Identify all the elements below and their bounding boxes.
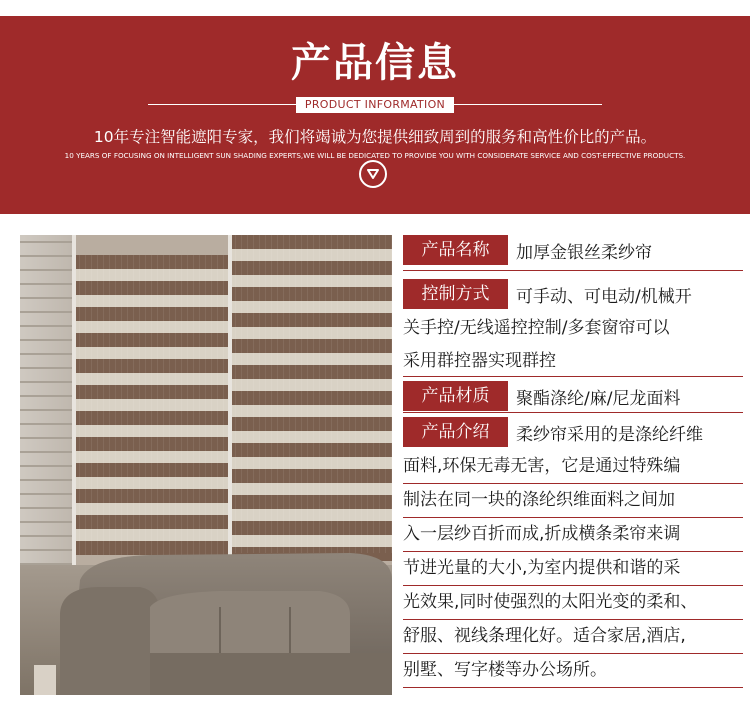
product-name-value: 加厚金银丝柔纱帘: [516, 242, 652, 263]
control-method-line-3: 采用群控器实现群控: [403, 351, 556, 371]
chevron-down-icon: [367, 169, 379, 179]
intro-line-7: 舒服、视线条理化好。适合家居,酒店,: [403, 626, 686, 646]
scroll-down-button[interactable]: [359, 160, 387, 188]
product-name-label: 产品名称: [403, 235, 508, 265]
material-row: [403, 381, 680, 411]
divider: [403, 551, 743, 552]
control-method-line-1: 可手动、可电动/机械开: [516, 286, 692, 307]
intro-line-2: 面料,环保无毒无害，它是通过特殊编: [403, 456, 681, 476]
product-photo: [20, 235, 392, 695]
divider: [403, 687, 743, 688]
divider-left: [148, 104, 296, 105]
intro-line-5: 节进光量的大小,为室内提供和谐的采: [403, 558, 681, 578]
control-method-label: 控制方式: [403, 279, 508, 309]
tagline-english: 10 YEARS OF FOCUSING ON INTELLIGENT SUN SHADING EXPERTS,WE WILL BE DEDICATED TO PROVIDE YOU WITH CONSIDERATE SERVICE AND COST-EFFECTIVE PRODUCTS.: [64, 151, 686, 160]
divider: [403, 270, 743, 271]
divider: [403, 585, 743, 586]
page-subtitle: PRODUCT INFORMATION: [296, 97, 454, 113]
control-method-line-2: 关手控/无线遥控控制/多套窗帘可以: [403, 318, 670, 338]
intro-line-3: 制法在同一块的涤纶织维面料之间加: [403, 490, 675, 510]
intro-line-4: 入一层纱百折而成,折成横条柔帘来调: [403, 524, 681, 544]
header-banner: [0, 16, 750, 214]
product-name-row: [403, 235, 652, 265]
divider: [403, 517, 743, 518]
intro-line-1: 柔纱帘采用的是涤纶纤维: [516, 424, 703, 445]
divider: [403, 483, 743, 484]
divider: [403, 653, 743, 654]
divider-right: [454, 104, 602, 105]
intro-line-6: 光效果,同时使强烈的太阳光变的柔和、: [403, 592, 698, 612]
intro-row: [403, 417, 703, 447]
divider: [403, 619, 743, 620]
divider: [403, 376, 743, 377]
intro-label: 产品介绍: [403, 417, 508, 447]
material-value: 聚酯涤纶/麻/尼龙面料: [516, 388, 681, 409]
page-title: 产品信息: [291, 39, 459, 86]
tagline-chinese: 10年专注智能遮阳专家，我们将竭诚为您提供细致周到的服务和高性价比的产品。: [93, 128, 657, 146]
control-method-row: [403, 279, 692, 309]
intro-line-8: 别墅、写字楼等办公场所。: [403, 660, 607, 680]
material-label: 产品材质: [403, 381, 508, 411]
divider: [403, 412, 743, 413]
